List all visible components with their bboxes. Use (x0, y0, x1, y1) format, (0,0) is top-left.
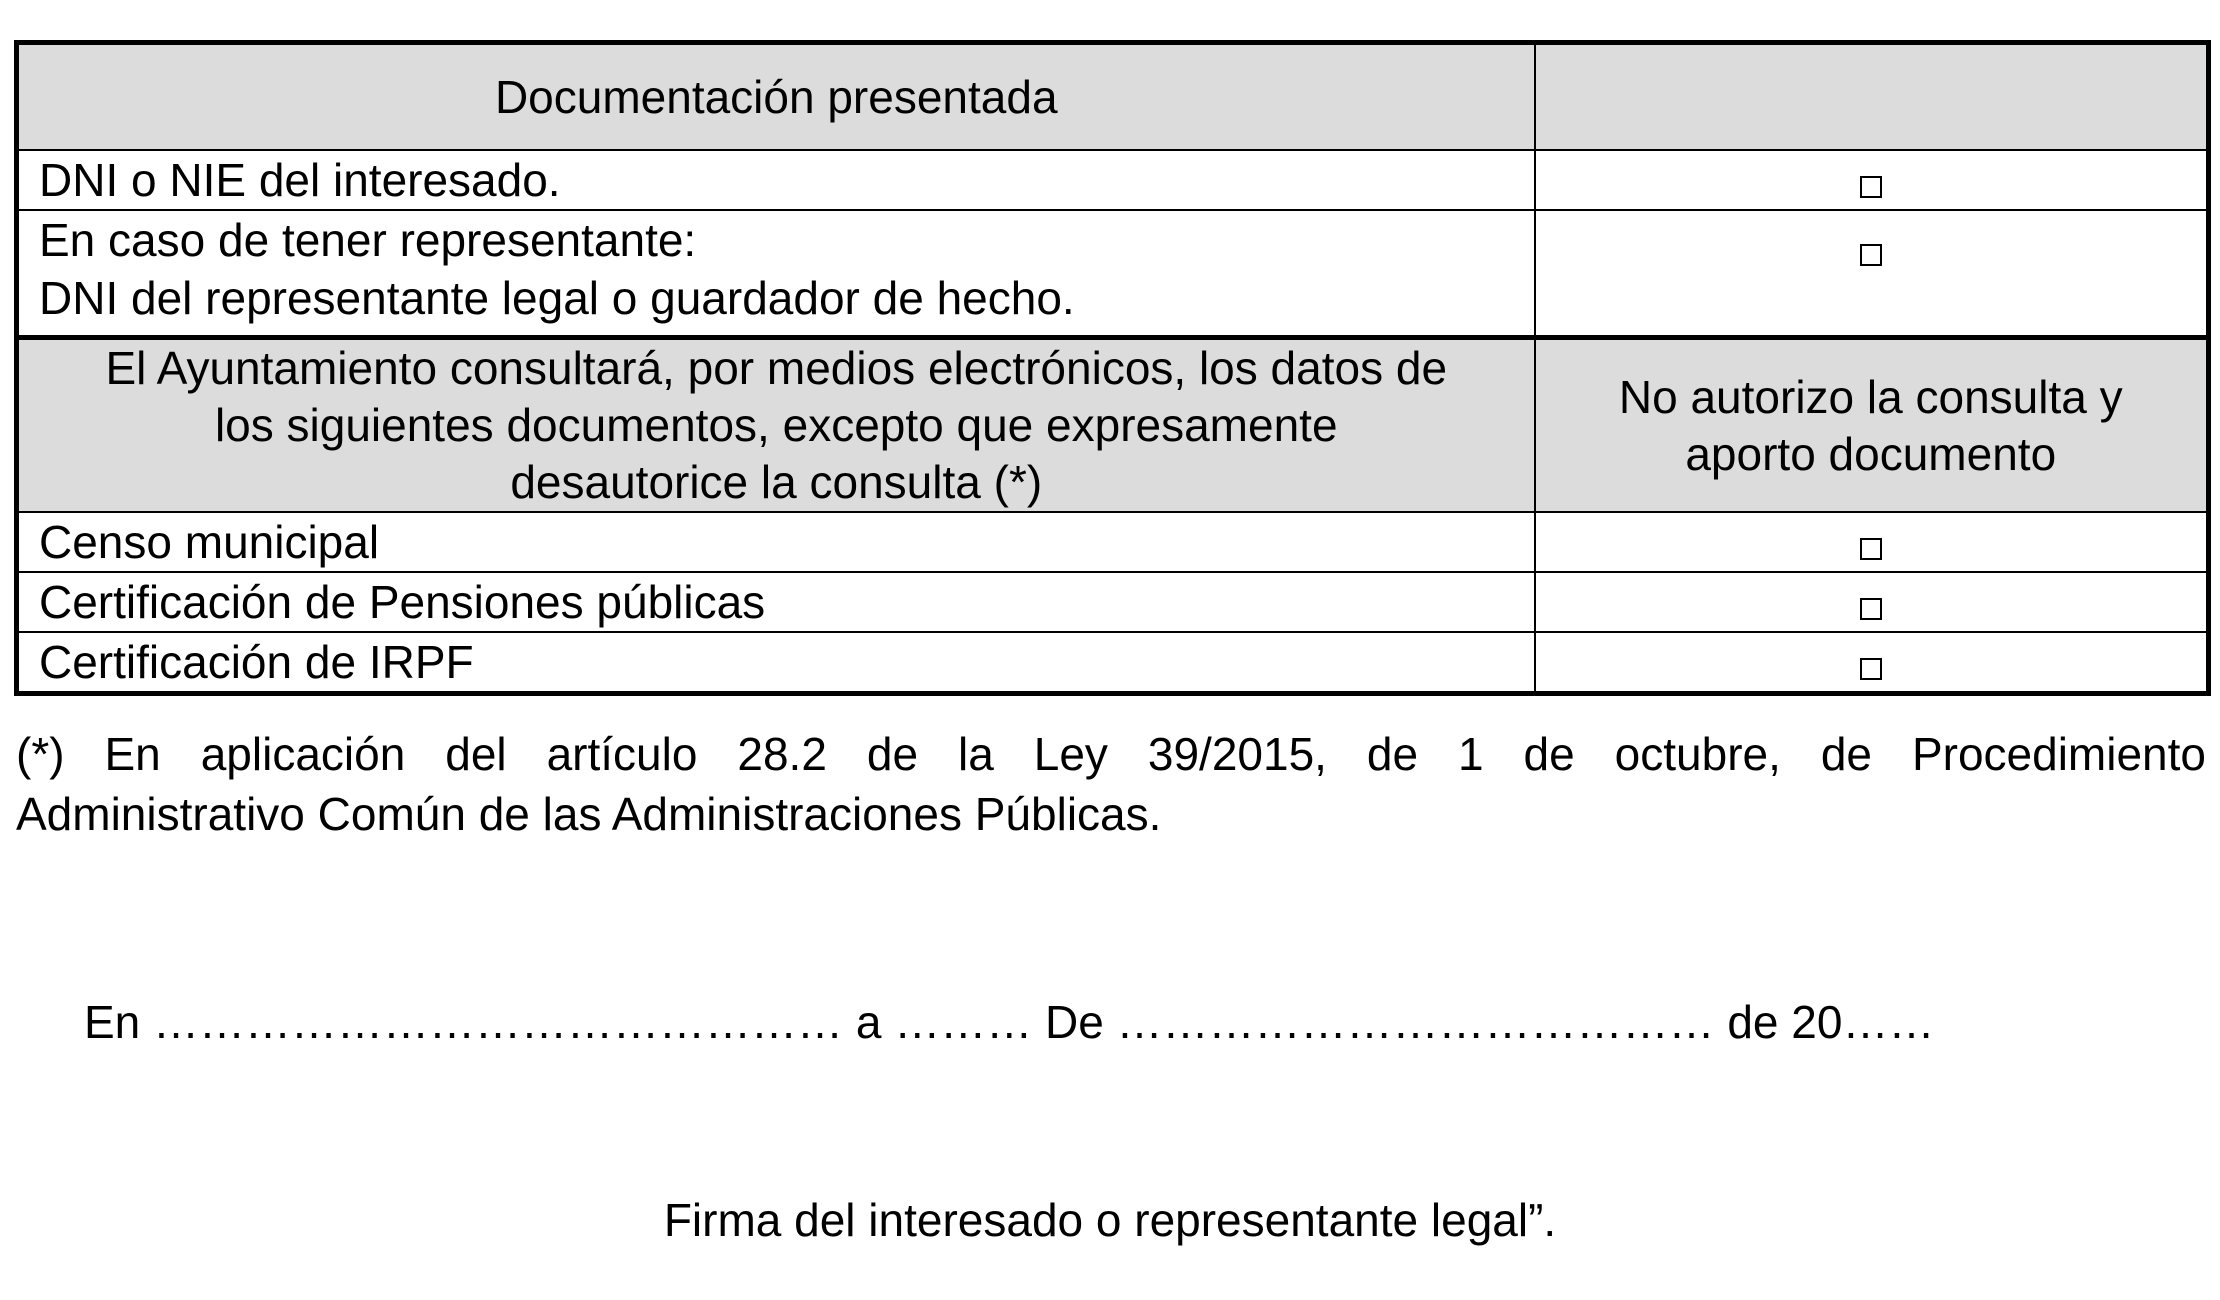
checkbox-cell (1535, 512, 2209, 572)
checkbox-dni-representante[interactable] (1860, 244, 1882, 266)
table-header-row (17, 43, 2209, 151)
checkbox-cell (1535, 150, 2209, 210)
consult-header-line: No autorizo la consulta y (1618, 370, 2123, 423)
row-label-pensiones: Certificación de Pensiones públicas (17, 572, 1535, 632)
consult-header-line: aporto documento (1685, 427, 2057, 480)
consult-header-right (1535, 338, 2209, 513)
consult-header-left (17, 338, 1535, 513)
footnote-line: Administrativo Común de las Administraciones Públicas. (16, 788, 1162, 840)
signature-line: Firma del interesado o representante legal”. (663, 1194, 1557, 1246)
row-label-censo: Censo municipal (17, 512, 1535, 572)
consult-header-line: desautorice la consulta (*) (510, 456, 1043, 508)
consult-header-line: El Ayuntamiento consultará, por medios electrónicos, los datos de (105, 342, 1448, 394)
consult-header-row (17, 338, 2209, 513)
footnote (16, 724, 2206, 844)
date-place-line: En ……………………………………… a ……… De ………………………………… de 20…… (84, 996, 1935, 1048)
checkbox-cell (1535, 572, 2209, 632)
row-label-line: En caso de tener representante: (39, 214, 697, 266)
row-label-dni-interesado: DNI o NIE del interesado. (17, 150, 1535, 210)
table-row (17, 632, 2209, 694)
row-label-irpf: Certificación de IRPF (17, 632, 1535, 694)
footnote-line: (*) En aplicación del artículo 28.2 de la Ley 39/2015, de 1 de octubre, de Procedimiento (16, 728, 2206, 780)
checkbox-irpf[interactable] (1860, 658, 1882, 680)
checkbox-pensiones[interactable] (1860, 598, 1882, 620)
checkbox-cell (1535, 632, 2209, 694)
table-row (17, 512, 2209, 572)
checkbox-censo[interactable] (1860, 538, 1882, 560)
row-label-representante (17, 210, 1535, 338)
header-documentation-presented: Documentación presentada (17, 43, 1535, 151)
documentation-table (14, 40, 2211, 696)
checkbox-dni-interesado[interactable] (1860, 176, 1882, 198)
header-empty (1535, 43, 2209, 151)
row-label-line: DNI del representante legal o guardador de hecho. (39, 272, 1075, 324)
table-row (17, 210, 2209, 338)
checkbox-cell (1535, 210, 2209, 338)
table-row (17, 150, 2209, 210)
consult-header-line: los siguientes documentos, excepto que expresamente (214, 399, 1338, 451)
table-row (17, 572, 2209, 632)
